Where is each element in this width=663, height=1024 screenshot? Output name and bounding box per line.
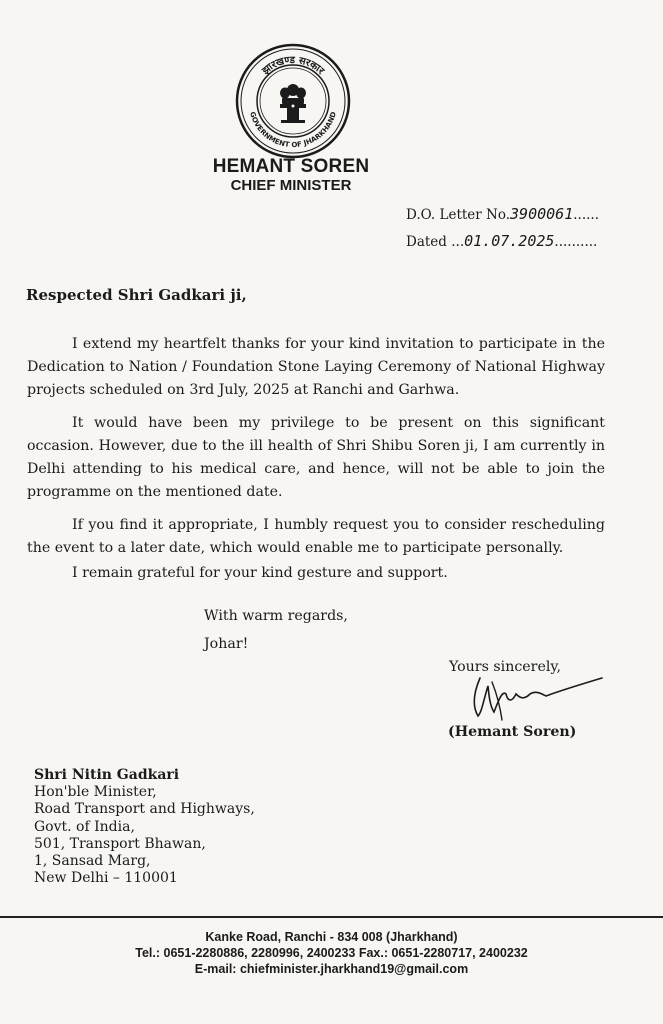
signatory-name: (Hemant Soren) xyxy=(448,724,577,740)
body-paragraph: I extend my heartfelt thanks for your kind invitation to participate in the Dedication to Nation / Foundation Stone Laying Ceremony of National Highway projects scheduled on 3rd July, 2025 at Ranchi and Garhwa. xyxy=(27,336,605,398)
letter-body xyxy=(27,333,605,585)
recipient-line: 501, Transport Bhawan, xyxy=(34,835,206,852)
letter-number-label: D.O. Letter No. xyxy=(406,207,511,223)
sender-name: HEMANT SOREN xyxy=(212,156,370,177)
sender-title: CHIEF MINISTER xyxy=(230,177,352,194)
recipient-line: Govt. of India, xyxy=(34,818,135,835)
closing-johar: Johar! xyxy=(204,636,249,652)
svg-text:झारखण्ड सरकार xyxy=(260,55,327,78)
footer-email: E-mail: chiefminister.jharkhand19@gmail.com xyxy=(194,962,469,976)
yours-sincerely: Yours sincerely, xyxy=(449,659,562,675)
body-paragraph: I remain grateful for your kind gesture and support. xyxy=(72,565,448,581)
recipient-line: Road Transport and Highways, xyxy=(34,801,255,818)
dated-label: Dated xyxy=(406,234,447,250)
body-paragraph: If you find it appropriate, I humbly request you to consider rescheduling the event to a later date, which would enable me to participate personally. xyxy=(27,517,605,556)
closing-regards: With warm regards, xyxy=(204,608,348,624)
letter-number-value: 3900061 xyxy=(510,205,574,223)
body-paragraph: It would have been my privilege to be present on this significant occasion. However, due to the ill health of Shri Shibu Soren ji, I am currently in Delhi attending to his medical care, and hence, will not be able to join the programme on the mentioned date. xyxy=(27,415,605,500)
date-value: 01.07.2025 xyxy=(464,232,555,250)
dated-line: Dated ...01.07.2025.......... xyxy=(406,232,598,250)
recipient-line: 1, Sansad Marg, xyxy=(34,853,151,870)
seal-bottom-text: GOVERNMENT OF JHARKHAND xyxy=(248,110,338,150)
footer-divider xyxy=(0,916,663,918)
recipient-line: Hon'ble Minister, xyxy=(34,784,157,801)
handwritten-signature xyxy=(462,672,612,724)
recipient-line: New Delhi – 110001 xyxy=(34,870,178,887)
seal-top-text: झारखण्ड सरकार xyxy=(260,54,326,77)
recipient-address xyxy=(34,767,255,887)
letter-number-line: D.O. Letter No.3900061...... xyxy=(406,205,599,223)
footer-phones: Tel.: 0651-2280886, 2280996, 2400233 Fax.: 0651-2280717, 2400232 xyxy=(135,946,528,960)
letterhead-footer xyxy=(0,929,663,977)
footer-address: Kanke Road, Ranchi - 834 008 (Jharkhand) xyxy=(205,930,458,944)
recipient-name: Shri Nitin Gadkari xyxy=(34,767,180,783)
salutation: Respected Shri Gadkari ji, xyxy=(26,286,247,304)
government-seal-emblem xyxy=(235,43,351,159)
